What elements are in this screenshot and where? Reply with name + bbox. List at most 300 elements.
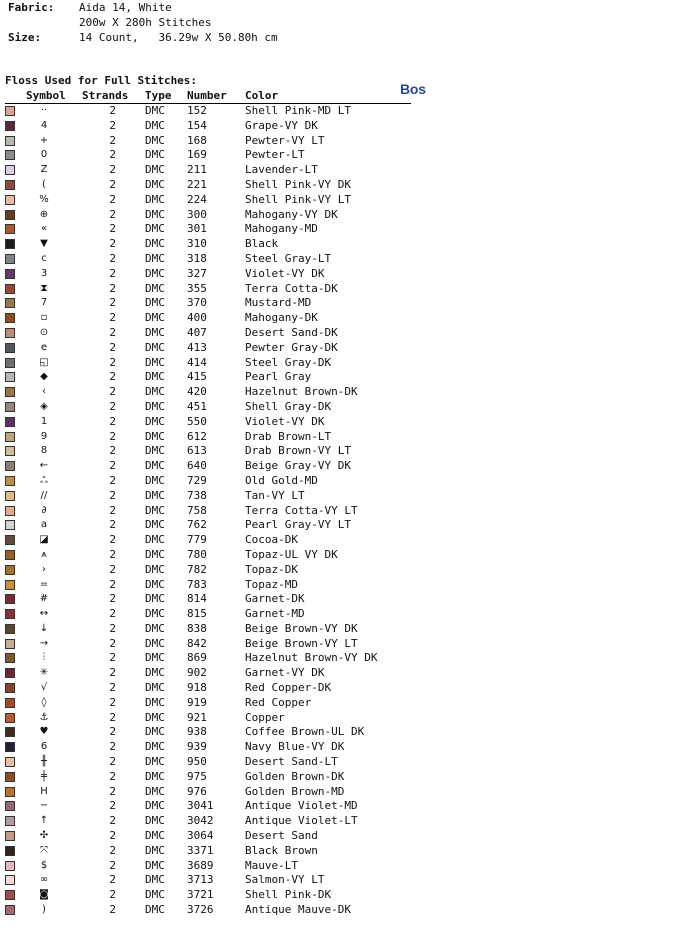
type-value: DMC	[145, 459, 165, 473]
floss-number: 154	[187, 118, 207, 132]
table-row	[5, 415, 411, 430]
floss-number: 301	[187, 222, 207, 236]
strands-value: 2	[109, 843, 116, 857]
stitch-symbol-icon: →	[39, 637, 49, 649]
table-row	[5, 504, 411, 519]
color-name: Grape-VY DK	[245, 118, 318, 132]
color-swatch	[5, 195, 15, 205]
color-swatch	[5, 772, 15, 782]
type-value: DMC	[145, 325, 165, 339]
stitch-symbol-icon: ··	[40, 105, 48, 116]
floss-number: 814	[187, 592, 207, 606]
type-value: DMC	[145, 799, 165, 813]
stitch-symbol-icon: ஃ	[40, 474, 48, 486]
stitch-symbol-icon: ›	[42, 563, 46, 575]
color-name: Steel Gray-LT	[245, 251, 332, 265]
color-swatch	[5, 491, 15, 501]
table-row	[5, 859, 411, 874]
floss-number: 152	[187, 104, 207, 117]
table-row	[5, 252, 411, 267]
type-value: DMC	[145, 607, 165, 621]
stitch-symbol-icon: e	[40, 341, 48, 353]
color-name: Topaz-UL VY DK	[245, 547, 338, 561]
color-name: Shell Pink-VY LT	[245, 192, 351, 206]
color-swatch	[5, 298, 15, 308]
fabric-row	[8, 0, 278, 15]
stitch-count: 200w X 280h Stitches	[79, 16, 212, 29]
strands-value: 2	[109, 104, 116, 117]
type-value: DMC	[145, 266, 165, 280]
type-value: DMC	[145, 888, 165, 902]
type-value: DMC	[145, 769, 165, 783]
strands-value: 2	[109, 459, 116, 473]
color-name: Tan-VY LT	[245, 488, 305, 502]
color-name: Black	[245, 237, 279, 251]
table-row	[5, 740, 411, 755]
stitch-symbol-icon: (	[42, 178, 46, 190]
floss-number: 300	[187, 207, 207, 221]
stitch-symbol-icon: ◈	[40, 400, 48, 412]
floss-number: 902	[187, 666, 207, 680]
stitch-symbol-icon: 6	[40, 741, 48, 753]
strands-value: 2	[109, 873, 116, 887]
strands-value: 2	[109, 740, 116, 754]
type-value: DMC	[145, 399, 165, 413]
stitch-symbol-icon: ╫	[40, 756, 48, 768]
strands-value: 2	[109, 163, 116, 177]
type-value: DMC	[145, 177, 165, 191]
stitch-symbol-icon: ∂	[41, 504, 47, 516]
floss-number: 310	[187, 237, 207, 251]
color-swatch	[5, 372, 15, 382]
color-swatch	[5, 861, 15, 871]
stitch-symbol-icon: ⧗	[40, 282, 48, 294]
color-name: Black Brown	[245, 843, 318, 857]
floss-number: 169	[187, 148, 207, 162]
strands-value: 2	[109, 755, 116, 769]
color-name: Garnet-MD	[245, 607, 305, 621]
strands-value: 2	[109, 148, 116, 162]
logo: Bos	[400, 81, 426, 97]
table-row	[5, 755, 411, 770]
strands-value: 2	[109, 681, 116, 695]
strands-value: 2	[109, 518, 116, 532]
color-swatch	[5, 816, 15, 826]
floss-number: 414	[187, 355, 207, 369]
strands-value: 2	[109, 399, 116, 413]
column-header-color: Color	[245, 89, 279, 102]
strands-value: 2	[109, 251, 116, 265]
stitch-symbol-icon: 4	[40, 119, 48, 131]
stitch-symbol-icon: 7	[40, 297, 48, 309]
floss-number: 3371	[187, 843, 214, 857]
strands-value: 2	[109, 237, 116, 251]
stitch-symbol-icon: ↑	[39, 815, 49, 827]
type-value: DMC	[145, 488, 165, 502]
color-name: Beige Brown-VY LT	[245, 636, 358, 650]
color-swatch	[5, 742, 15, 752]
color-swatch	[5, 506, 15, 516]
type-value: DMC	[145, 873, 165, 887]
stitch-symbol-icon: ♥	[39, 726, 49, 738]
table-row	[5, 489, 411, 504]
table-row	[5, 666, 411, 681]
strands-value: 2	[109, 192, 116, 206]
strands-value: 2	[109, 385, 116, 399]
stitch-symbol-icon: c	[41, 252, 47, 264]
table-row	[5, 903, 411, 918]
color-name: Shell Pink-VY DK	[245, 177, 351, 191]
stitch-symbol-icon: a	[40, 519, 48, 531]
color-swatch	[5, 254, 15, 264]
table-row	[5, 518, 411, 533]
strands-value: 2	[109, 710, 116, 724]
type-value: DMC	[145, 281, 165, 295]
type-value: DMC	[145, 621, 165, 635]
type-value: DMC	[145, 592, 165, 606]
floss-number: 640	[187, 459, 207, 473]
stitch-symbol-icon: ←	[39, 460, 49, 472]
table-row	[5, 622, 411, 637]
table-row	[5, 651, 411, 666]
floss-number: 762	[187, 518, 207, 532]
strands-value: 2	[109, 592, 116, 606]
color-name: Antique Violet-LT	[245, 814, 358, 828]
stitch-symbol-icon: ✣	[39, 830, 49, 842]
strands-value: 2	[109, 666, 116, 680]
type-value: DMC	[145, 429, 165, 443]
color-name: Pearl Gray	[245, 370, 312, 384]
table-row	[5, 326, 411, 341]
type-value: DMC	[145, 666, 165, 680]
floss-number: 758	[187, 503, 207, 517]
color-swatch	[5, 535, 15, 545]
floss-number: 921	[187, 710, 207, 724]
type-value: DMC	[145, 444, 165, 458]
color-swatch	[5, 757, 15, 767]
floss-number: 400	[187, 311, 207, 325]
strands-value: 2	[109, 296, 116, 310]
stitch-symbol-icon: ‹	[42, 386, 46, 398]
table-row	[5, 148, 411, 163]
table-body	[5, 104, 411, 918]
table-row	[5, 208, 411, 223]
stitch-symbol-icon: //	[40, 489, 48, 501]
table-row	[5, 711, 411, 726]
stitch-symbol-icon: ⊙	[39, 326, 49, 338]
color-name: Cocoa-DK	[245, 533, 298, 547]
table-row	[5, 844, 411, 859]
table-row	[5, 104, 411, 119]
color-name: Violet-VY DK	[245, 266, 325, 280]
stitch-symbol-icon: ∞	[39, 874, 49, 886]
color-swatch	[5, 875, 15, 885]
strands-value: 2	[109, 547, 116, 561]
strands-value: 2	[109, 311, 116, 325]
stitch-symbol-icon: ▼	[40, 238, 48, 250]
color-swatch	[5, 432, 15, 442]
strands-value: 2	[109, 266, 116, 280]
stitch-symbol-icon: ↓	[39, 622, 49, 634]
floss-number: 729	[187, 473, 207, 487]
table-row	[5, 311, 411, 326]
color-name: Mahogany-MD	[245, 222, 318, 236]
table-row	[5, 637, 411, 652]
strands-value: 2	[109, 636, 116, 650]
color-swatch	[5, 698, 15, 708]
strands-value: 2	[109, 903, 116, 917]
color-name: Pewter-LT	[245, 148, 305, 162]
stitch-symbol-icon: ⫶	[42, 652, 46, 664]
color-name: Golden Brown-MD	[245, 784, 345, 798]
type-value: DMC	[145, 207, 165, 221]
color-swatch	[5, 639, 15, 649]
table-row	[5, 474, 411, 489]
type-value: DMC	[145, 296, 165, 310]
color-name: Copper	[245, 710, 285, 724]
table-row	[5, 873, 411, 888]
floss-number: 976	[187, 784, 207, 798]
type-value: DMC	[145, 636, 165, 650]
table-row	[5, 578, 411, 593]
fabric-label: Fabric:	[8, 1, 55, 14]
color-name: Topaz-MD	[245, 577, 298, 591]
floss-section-title: Floss Used for Full Stitches:	[5, 74, 198, 87]
color-swatch	[5, 461, 15, 471]
floss-number: 918	[187, 681, 207, 695]
stitch-symbol-icon: ▫	[40, 312, 48, 324]
color-swatch	[5, 727, 15, 737]
color-name: Hazelnut Brown-VY DK	[245, 651, 378, 665]
color-name: Topaz-DK	[245, 562, 298, 576]
strands-value: 2	[109, 651, 116, 665]
column-header-number: Number	[187, 89, 227, 102]
strands-value: 2	[109, 429, 116, 443]
table-row	[5, 119, 411, 134]
stitch-symbol-icon: 9	[40, 430, 48, 442]
floss-number: 3042	[187, 814, 214, 828]
stitch-symbol-icon: )	[42, 904, 46, 916]
type-value: DMC	[145, 133, 165, 147]
type-value: DMC	[145, 651, 165, 665]
stitch-symbol-icon: −	[39, 800, 49, 812]
color-swatch	[5, 121, 15, 131]
stitch-symbol-icon: ⤧	[40, 844, 48, 856]
color-name: Drab Brown-VY LT	[245, 444, 351, 458]
floss-number: 950	[187, 755, 207, 769]
color-name: Steel Gray-DK	[245, 355, 332, 369]
floss-number: 3041	[187, 799, 214, 813]
table-row	[5, 193, 411, 208]
color-name: Desert Sand	[245, 829, 318, 843]
stitch-symbol-icon: 1	[40, 415, 48, 427]
color-swatch	[5, 594, 15, 604]
strands-value: 2	[109, 829, 116, 843]
floss-number: 420	[187, 385, 207, 399]
color-swatch	[5, 239, 15, 249]
floss-number: 3689	[187, 858, 214, 872]
table-row	[5, 385, 411, 400]
color-name: Violet-VY DK	[245, 414, 325, 428]
color-swatch	[5, 224, 15, 234]
type-value: DMC	[145, 237, 165, 251]
strands-value: 2	[109, 503, 116, 517]
color-swatch	[5, 387, 15, 397]
floss-number: 783	[187, 577, 207, 591]
color-swatch	[5, 668, 15, 678]
type-value: DMC	[145, 118, 165, 132]
type-value: DMC	[145, 340, 165, 354]
floss-number: 415	[187, 370, 207, 384]
type-value: DMC	[145, 814, 165, 828]
color-swatch	[5, 565, 15, 575]
stitch-symbol-icon: ⊕	[39, 208, 49, 220]
color-swatch	[5, 550, 15, 560]
stitch-symbol-icon: ◱	[39, 356, 49, 368]
type-value: DMC	[145, 518, 165, 532]
color-name: Mahogany-DK	[245, 311, 318, 325]
table-row	[5, 134, 411, 149]
color-swatch	[5, 831, 15, 841]
table-header	[5, 89, 411, 104]
color-name: Antique Violet-MD	[245, 799, 358, 813]
color-swatch	[5, 787, 15, 797]
color-swatch	[5, 136, 15, 146]
type-value: DMC	[145, 903, 165, 917]
color-swatch	[5, 284, 15, 294]
type-value: DMC	[145, 503, 165, 517]
type-value: DMC	[145, 740, 165, 754]
color-swatch	[5, 358, 15, 368]
stitches-row	[8, 15, 278, 30]
floss-number: 168	[187, 133, 207, 147]
floss-number: 938	[187, 725, 207, 739]
stitch-symbol-icon: #	[39, 593, 49, 605]
table-row	[5, 829, 411, 844]
type-value: DMC	[145, 251, 165, 265]
table-row	[5, 770, 411, 785]
strands-value: 2	[109, 577, 116, 591]
color-swatch	[5, 446, 15, 456]
stitch-symbol-icon: ✳	[39, 667, 49, 679]
stitch-symbol-icon: ⩚	[41, 548, 47, 560]
strands-value: 2	[109, 814, 116, 828]
table-row	[5, 267, 411, 282]
type-value: DMC	[145, 148, 165, 162]
stitch-symbol-icon: ⚓	[39, 711, 49, 723]
type-value: DMC	[145, 192, 165, 206]
table-row	[5, 888, 411, 903]
color-swatch	[5, 165, 15, 175]
floss-number: 975	[187, 769, 207, 783]
floss-number: 327	[187, 266, 207, 280]
fabric-value: Aida 14, White	[79, 1, 172, 14]
color-swatch	[5, 313, 15, 323]
floss-number: 612	[187, 429, 207, 443]
color-name: Terra Cotta-DK	[245, 281, 338, 295]
floss-table	[5, 89, 411, 918]
type-value: DMC	[145, 858, 165, 872]
color-name: Red Copper-DK	[245, 681, 332, 695]
color-name: Mauve-LT	[245, 858, 298, 872]
color-swatch	[5, 683, 15, 693]
strands-value: 2	[109, 118, 116, 132]
color-name: Coffee Brown-UL DK	[245, 725, 365, 739]
color-swatch	[5, 846, 15, 856]
color-swatch	[5, 624, 15, 634]
stitch-symbol-icon: ↔	[39, 608, 49, 620]
table-row	[5, 592, 411, 607]
strands-value: 2	[109, 370, 116, 384]
size-label: Size:	[8, 31, 42, 44]
color-name: Garnet-VY DK	[245, 666, 325, 680]
color-name: Mahogany-VY DK	[245, 207, 338, 221]
color-swatch	[5, 713, 15, 723]
color-name: Desert Sand-LT	[245, 755, 338, 769]
color-swatch	[5, 269, 15, 279]
color-swatch	[5, 328, 15, 338]
table-row	[5, 548, 411, 563]
stitch-symbol-icon: 8	[40, 445, 48, 457]
table-row	[5, 444, 411, 459]
floss-number: 407	[187, 325, 207, 339]
color-name: Old Gold-MD	[245, 473, 318, 487]
table-row	[5, 282, 411, 297]
strands-value: 2	[109, 222, 116, 236]
type-value: DMC	[145, 577, 165, 591]
strands-value: 2	[109, 177, 116, 191]
color-swatch	[5, 520, 15, 530]
stitch-symbol-icon: H	[40, 785, 48, 797]
stitch-symbol-icon: √	[40, 682, 48, 694]
color-name: Mustard-MD	[245, 296, 312, 310]
floss-number: 3726	[187, 903, 214, 917]
type-value: DMC	[145, 104, 165, 117]
floss-number: 221	[187, 177, 207, 191]
strands-value: 2	[109, 607, 116, 621]
strands-value: 2	[109, 414, 116, 428]
table-row	[5, 341, 411, 356]
floss-number: 869	[187, 651, 207, 665]
floss-number: 780	[187, 547, 207, 561]
color-name: Lavender-LT	[245, 163, 318, 177]
color-name: Red Copper	[245, 695, 312, 709]
floss-number: 355	[187, 281, 207, 295]
color-swatch	[5, 476, 15, 486]
stitch-symbol-icon: +	[39, 134, 49, 146]
strands-value: 2	[109, 799, 116, 813]
table-row	[5, 178, 411, 193]
table-row	[5, 163, 411, 178]
type-value: DMC	[145, 755, 165, 769]
table-row	[5, 430, 411, 445]
floss-number: 939	[187, 740, 207, 754]
color-swatch	[5, 580, 15, 590]
type-value: DMC	[145, 695, 165, 709]
stitch-symbol-icon: Z	[40, 164, 48, 176]
column-header-symbol: Symbol	[26, 89, 66, 102]
type-value: DMC	[145, 710, 165, 724]
strands-value: 2	[109, 621, 116, 635]
floss-number: 318	[187, 251, 207, 265]
stitch-symbol-icon: ◆	[40, 371, 48, 383]
stitch-symbol-icon: ◊	[41, 696, 47, 708]
floss-number: 779	[187, 533, 207, 547]
column-header-type: Type	[145, 89, 172, 102]
floss-number: 211	[187, 163, 207, 177]
color-swatch	[5, 890, 15, 900]
table-row	[5, 696, 411, 711]
